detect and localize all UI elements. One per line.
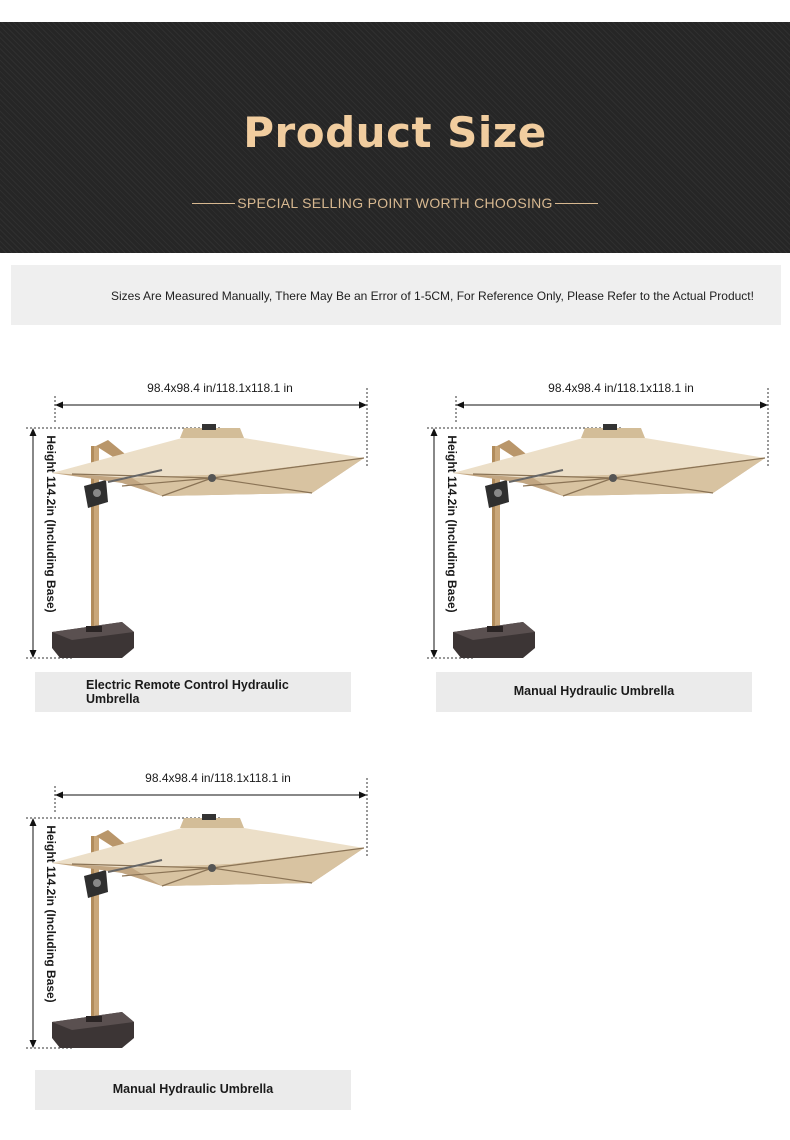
page-title: Product Size: [243, 108, 547, 157]
product-card: 98.4x98.4 in/118.1x118.1 in Height 114.2in (Including Base) Manual Hydraulic Umbrella: [413, 378, 773, 723]
subtitle-rule-right: [555, 203, 598, 204]
width-dimension-label: 98.4x98.4 in/118.1x118.1 in: [145, 771, 291, 785]
product-caption: Manual Hydraulic Umbrella: [112, 1082, 274, 1096]
width-dimension-label: 98.4x98.4 in/118.1x118.1 in: [147, 381, 293, 395]
caption-box: [35, 672, 351, 712]
product-card: 98.4x98.4 in/118.1x118.1 in Height 114.2in (Including Base) Manual Hydraulic Umbrella: [12, 768, 372, 1113]
product-caption: Electric Remote Control Hydraulic Umbrella: [86, 678, 289, 706]
caption-box: [436, 672, 752, 712]
product-caption: Manual Hydraulic Umbrella: [513, 684, 675, 698]
product-card: 98.4x98.4 in/118.1x118.1 in Height 114.2in (Including Base) Electric Remote Control Hydraulic Umbrella: [12, 378, 372, 723]
width-dimension-label: 98.4x98.4 in/118.1x118.1 in: [548, 381, 694, 395]
page-subtitle: SPECIAL SELLING POINT WORTH CHOOSING: [237, 195, 553, 211]
measurement-notice: [11, 265, 781, 325]
header-banner: [0, 22, 790, 253]
caption-box: [35, 1070, 351, 1110]
notice-text: Sizes Are Measured Manually, There May Be an Error of 1-5CM, For Reference Only, Please Refer to the Actual Product!: [111, 289, 754, 303]
